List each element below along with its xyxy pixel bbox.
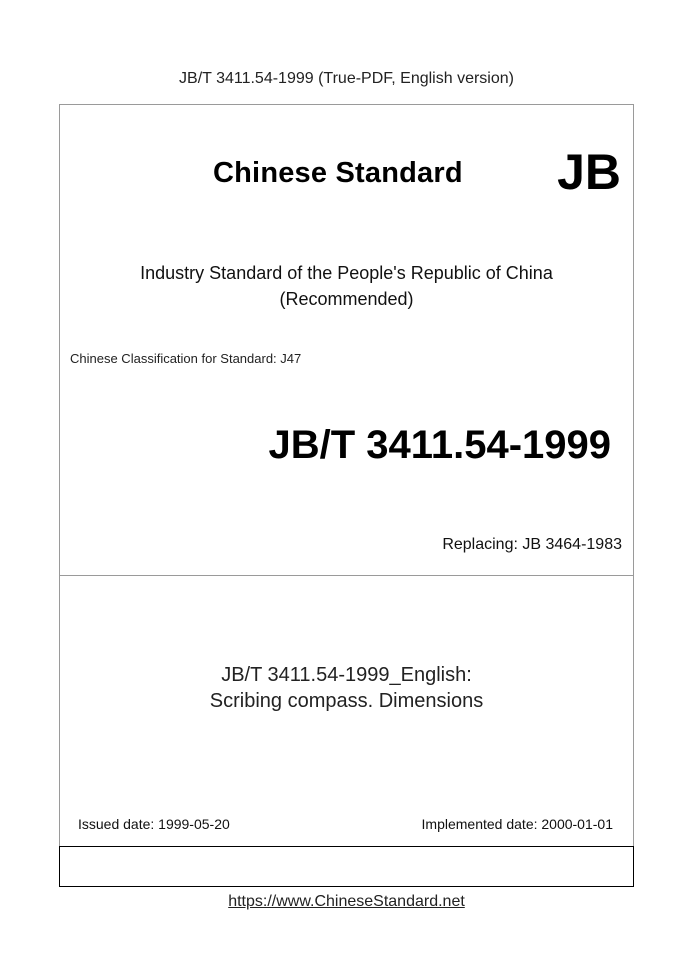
standard-badge: JB bbox=[557, 144, 621, 200]
industry-standard-label bbox=[60, 260, 633, 312]
replacing-label: Replacing: JB 3464-1983 bbox=[442, 536, 622, 553]
classification-label: Chinese Classification for Standard: J47 bbox=[70, 351, 302, 366]
english-title-line-1: JB/T 3411.54-1999_English: bbox=[221, 664, 472, 686]
bottom-box bbox=[59, 846, 634, 887]
issued-date: Issued date: 1999-05-20 bbox=[78, 816, 230, 832]
cover-frame bbox=[59, 104, 634, 887]
website-link[interactable]: https://www.ChineseStandard.net bbox=[228, 893, 465, 910]
industry-line-1: Industry Standard of the People's Republic of China bbox=[140, 263, 553, 283]
standard-number: JB/T 3411.54-1999 bbox=[268, 423, 611, 467]
section-divider bbox=[60, 575, 633, 576]
english-title-line-2: Scribing compass. Dimensions bbox=[209, 690, 484, 712]
english-title bbox=[60, 662, 633, 714]
document-header: JB/T 3411.54-1999 (True-PDF, English version) bbox=[179, 70, 514, 87]
industry-line-2: (Recommended) bbox=[279, 289, 414, 309]
implemented-date: Implemented date: 2000-01-01 bbox=[421, 816, 613, 832]
cover-title: Chinese Standard bbox=[213, 157, 463, 189]
